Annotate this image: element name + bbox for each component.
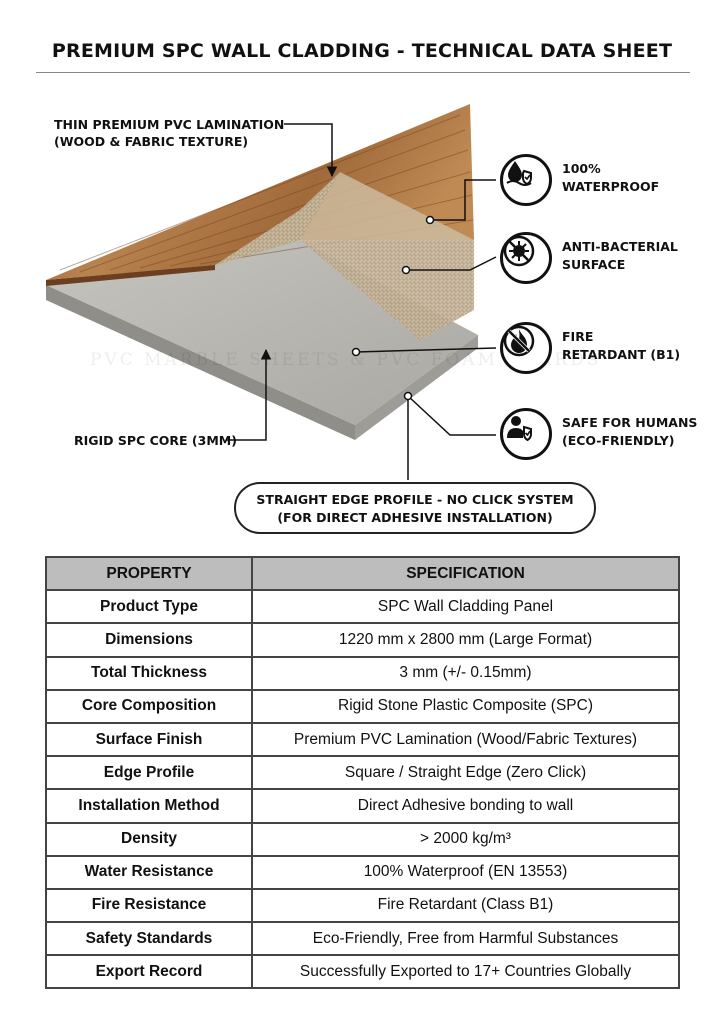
lamination-callout [54, 116, 284, 150]
panel-diagram [0, 80, 724, 540]
property-cell: Water Resistance [46, 856, 252, 889]
property-cell: Total Thickness [46, 657, 252, 690]
table-header-row [46, 557, 679, 590]
table-row [46, 856, 679, 889]
table-row [46, 922, 679, 955]
property-cell: Density [46, 823, 252, 856]
specification-cell: 100% Waterproof (EN 13553) [252, 856, 679, 889]
feature-fire-retardant [500, 322, 720, 378]
feature-anti-bacterial [500, 232, 720, 288]
specification-cell: Rigid Stone Plastic Composite (SPC) [252, 690, 679, 723]
feature-safe-humans [500, 408, 720, 464]
core-callout: RIGID SPC CORE (3MM) [74, 433, 237, 448]
feature-line: SURFACE [562, 257, 626, 272]
property-cell: Dimensions [46, 623, 252, 656]
feature-line: WATERPROOF [562, 179, 660, 194]
table-row [46, 590, 679, 623]
property-cell: Surface Finish [46, 723, 252, 756]
table-row [46, 823, 679, 856]
feature-line: ANTI-BACTERIAL [562, 239, 678, 254]
waterproof-icon [500, 154, 552, 206]
safe-leader [408, 396, 496, 435]
feature-label [562, 238, 678, 274]
edge-profile-line-2: (FOR DIRECT ADHESIVE INSTALLATION) [277, 510, 553, 525]
property-cell: Fire Resistance [46, 889, 252, 922]
specification-cell: Successfully Exported to 17+ Countries Globally [252, 955, 679, 988]
feature-label [562, 328, 680, 364]
table-row [46, 690, 679, 723]
page-title: PREMIUM SPC WALL CLADDING - TECHNICAL DATA SHEET [51, 40, 673, 62]
property-cell: Safety Standards [46, 922, 252, 955]
specification-cell: Square / Straight Edge (Zero Click) [252, 756, 679, 789]
specification-cell: Direct Adhesive bonding to wall [252, 789, 679, 822]
specification-cell: Fire Retardant (Class B1) [252, 889, 679, 922]
watermark-text: PVC FOAM BOARDS [90, 350, 602, 370]
specification-table [45, 556, 680, 989]
specification-cell: SPC Wall Cladding Panel [252, 590, 679, 623]
fire-retardant-icon [500, 322, 552, 374]
property-cell: Core Composition [46, 690, 252, 723]
column-header-specification: SPECIFICATION [252, 557, 679, 590]
property-cell: Export Record [46, 955, 252, 988]
title-divider [36, 72, 690, 73]
feature-label [562, 160, 659, 196]
anti-bacterial-icon [500, 232, 552, 284]
feature-label [562, 414, 697, 450]
table-row [46, 723, 679, 756]
specification-cell: > 2000 kg/m³ [252, 823, 679, 856]
feature-line: (ECO-FRIENDLY) [562, 433, 675, 448]
edge-profile-line-1: STRAIGHT EDGE PROFILE - NO CLICK SYSTEM [256, 492, 574, 507]
feature-line: SAFE FOR HUMANS [562, 415, 698, 430]
feature-line: 100% [562, 161, 601, 176]
table-row [46, 955, 679, 988]
specification-cell: Eco-Friendly, Free from Harmful Substances [252, 922, 679, 955]
table-row [46, 889, 679, 922]
table-row [46, 789, 679, 822]
specification-cell: 3 mm (+/- 0.15mm) [252, 657, 679, 690]
safe-human-icon [500, 408, 552, 460]
lamination-callout-line-1: THIN PREMIUM PVC LAMINATION [54, 117, 285, 132]
specification-cell: 1220 mm x 2800 mm (Large Format) [252, 623, 679, 656]
lamination-callout-line-2: (WOOD & FABRIC TEXTURE) [54, 134, 249, 149]
table-row [46, 756, 679, 789]
table-row [46, 623, 679, 656]
edge-profile-callout [234, 482, 596, 534]
table-row [46, 657, 679, 690]
property-cell: Product Type [46, 590, 252, 623]
specification-cell: Premium PVC Lamination (Wood/Fabric Textures) [252, 723, 679, 756]
property-cell: Installation Method [46, 789, 252, 822]
property-cell: Edge Profile [46, 756, 252, 789]
feature-waterproof [500, 154, 720, 210]
column-header-property: PROPERTY [46, 557, 252, 590]
feature-line: FIRE [562, 329, 594, 344]
feature-line: RETARDANT (B1) [562, 347, 681, 362]
